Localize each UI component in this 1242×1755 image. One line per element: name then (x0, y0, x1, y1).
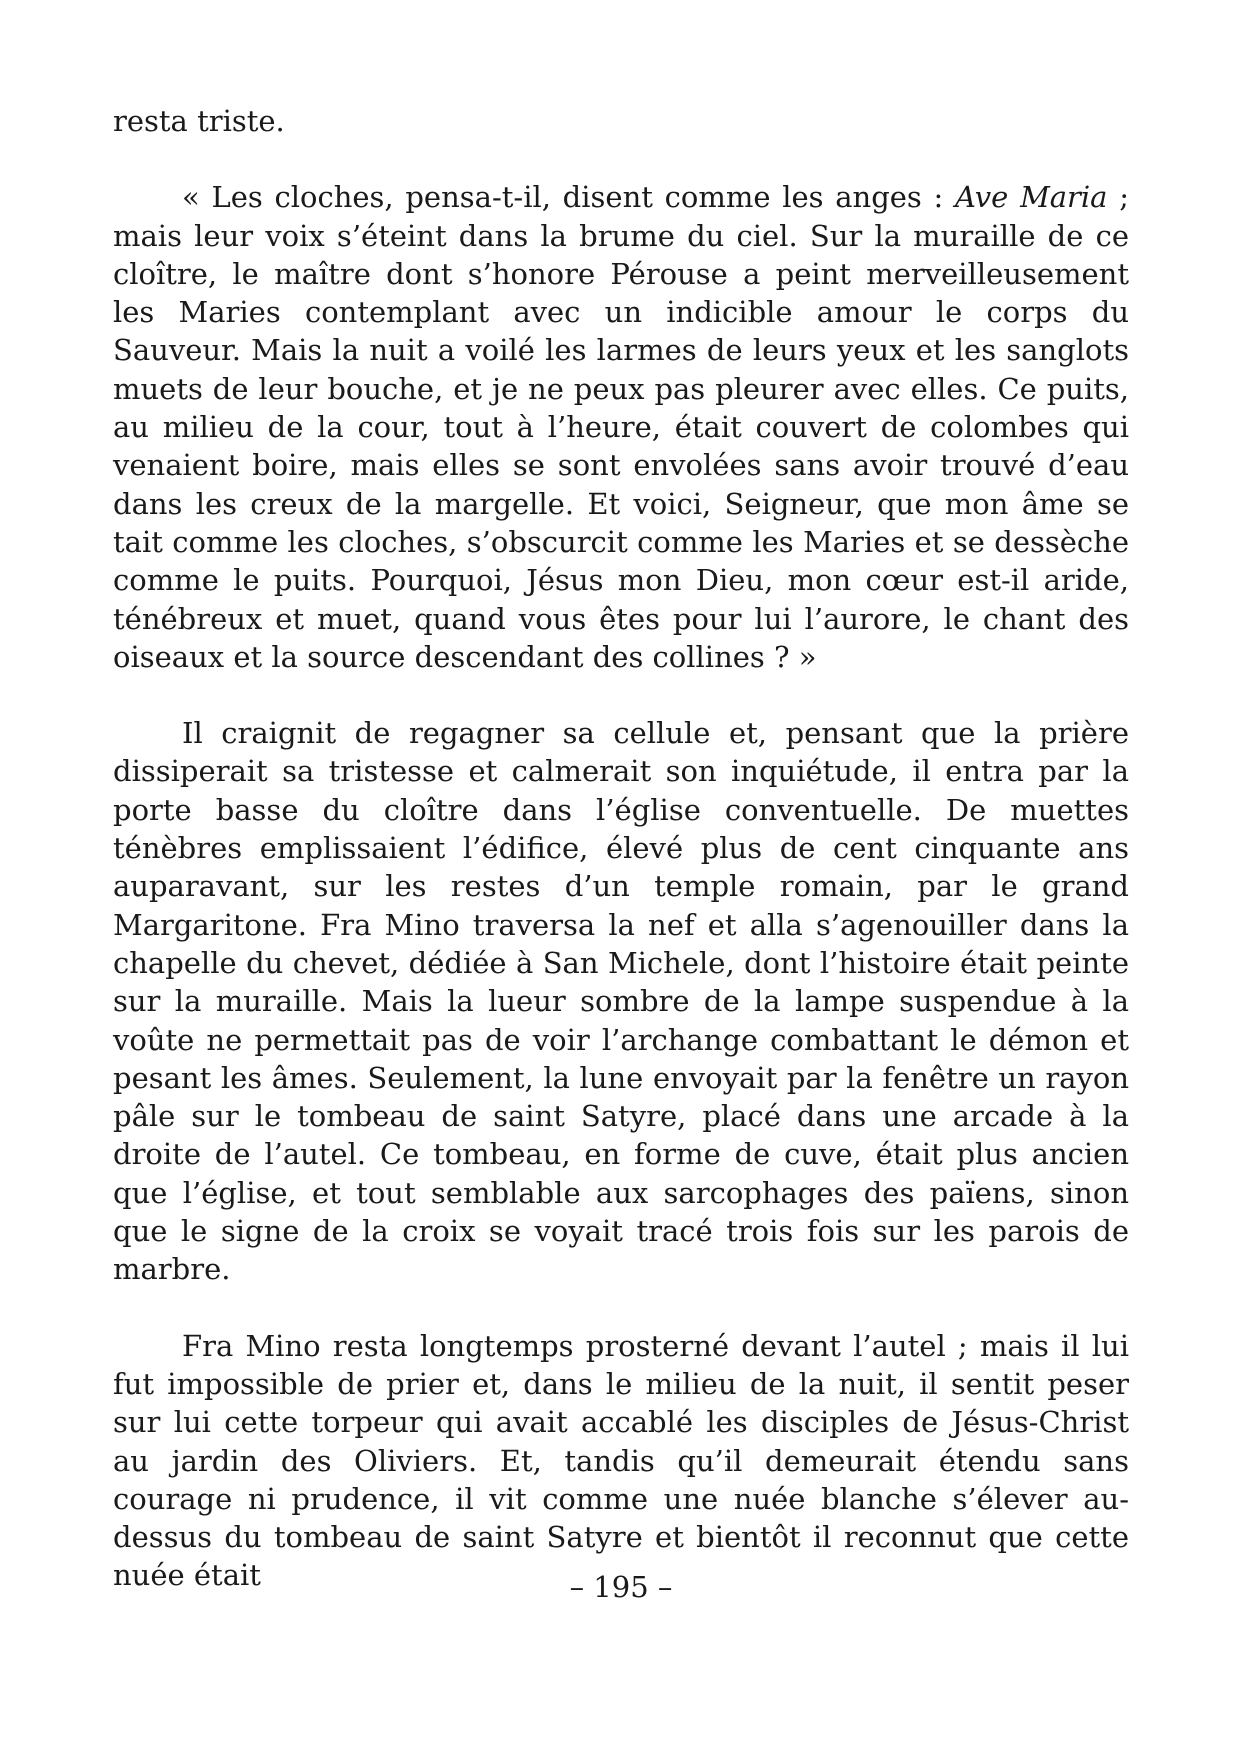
paragraph-gap (113, 140, 1129, 178)
italic-text-span: Ave Maria (955, 180, 1108, 215)
paragraph-prayer (113, 178, 1129, 676)
text-span: « Les cloches, pensa-t-il, disent comme les anges : (182, 180, 956, 215)
page-body (113, 102, 1129, 1595)
text-span: ; mais leur voix s’éteint dans la brume du ciel. Sur la muraille de ce cloître, le maître dont s’honore Pérouse a peint merveilleusement les Maries contemplant avec un indicible amour le corps du Sauveur. Mais la nuit a voilé les larmes de leurs yeux et les sanglots muets de leur bouche, et je ne peux pas pleurer avec elles. Ce puits, au milieu de la cour, tout à l’heure, était couvert de colombes qui venaient boire, mais elles se sont envolées sans avoir trouvé d’eau dans les creux de la margelle. Et voici, Seigneur, que mon âme se tait comme les cloches, s’obscurcit comme les Maries et se dessèche comme le puits. Pourquoi, Jésus mon Dieu, mon cœur est-il aride, ténébreux et muet, quand vous êtes pour lui l’aurore, le chant des oiseaux et la source descendant des collines ? » (113, 180, 1129, 674)
paragraph-gap (113, 1289, 1129, 1327)
paragraph-vision (113, 1327, 1129, 1595)
text-span: Il craignit de regagner sa cellule et, pensant que la prière dissiperait sa tristesse et calmerait son inquiétude, il entra par la porte basse du cloître dans l’église conventuelle. De muettes ténèbres emplissaient l’édifice, élevé plus de cent cinquante ans auparavant, sur les restes d’un temple romain, par le grand Margaritone. Fra Mino traversa la nef et alla s’agenouiller dans la chapelle du chevet, dédiée à San Michele, dont l’histoire était peinte sur la muraille. Mais la lueur sombre de la lampe suspendue à la voûte ne permettait pas de voir l’archange combattant le démon et pesant les âmes. Seulement, la lune envoyait par la fenêtre un rayon pâle sur le tombeau de saint Satyre, placé dans une arcade à la droite de l’autel. Ce tombeau, en forme de cuve, était plus ancien que l’église, et tout semblable aux sarcophages des païens, sinon que le signe de la croix se voyait tracé trois fois sur les parois de marbre. (113, 716, 1129, 1287)
page-number: – 195 – (569, 1570, 673, 1604)
paragraph-continuation (113, 102, 1129, 140)
text-span: resta triste. (113, 104, 285, 138)
text-span: Fra Mino resta longtemps prosterné devant l’autel ; mais il lui fut impossible de prier et, dans le milieu de la nuit, il sentit peser sur lui cette torpeur qui avait accablé les disciples de Jésus-Christ au jardin des Oliviers. Et, tandis qu’il demeurait étendu sans courage ni prudence, il vit comme une nuée blanche s’élever au-dessus du tombeau de saint Satyre et bientôt il reconnut que cette nuée était (113, 1328, 1129, 1593)
paragraph-gap (113, 676, 1129, 714)
paragraph-church (113, 714, 1129, 1288)
